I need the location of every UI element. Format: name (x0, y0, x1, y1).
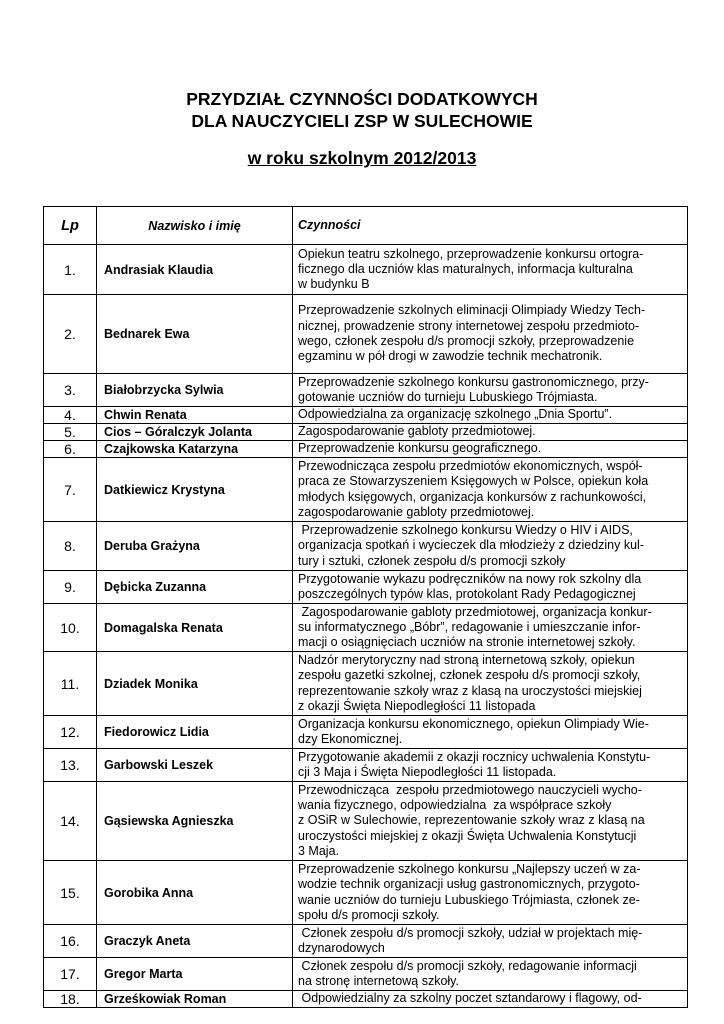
duty-line: Członek zespołu d/s promocji szkoły, redagowanie informacji (298, 958, 637, 973)
table-row (44, 782, 688, 861)
table-row (44, 245, 688, 295)
duty-line: nicznej, prowadzenie strony internetowej zespołu przedmioto- (298, 318, 640, 333)
table-row (44, 958, 688, 991)
row-duties (293, 749, 688, 782)
row-teacher-name: Gorobika Anna (97, 861, 293, 925)
table-row (44, 861, 688, 925)
duty-line: Przeprowadzenie szkolnego konkursu „Najlepszy uczeń w za- (298, 861, 641, 876)
document-subtitle-school-year: w roku szkolnym 2012/2013 (247, 148, 477, 168)
row-duties (293, 861, 688, 925)
row-duties (293, 441, 688, 458)
duty-line: poszczególnych typów klas, protokolant Rady Pedagogicznej (298, 587, 636, 601)
table-row (44, 991, 688, 1008)
table-row (44, 295, 688, 374)
duty-line: organizacja spotkań i wycieczek dla młodzieży z dziedziny kul- (298, 538, 644, 553)
row-teacher-name: Datkiewicz Krystyna (97, 458, 293, 522)
duty-line: 3 Maja. (298, 843, 339, 858)
row-teacher-name: Fiedorowicz Lidia (97, 716, 293, 749)
header-duties: Czynności (293, 207, 688, 245)
duty-line: dzynarodowych (298, 941, 385, 955)
row-lp: 5. (44, 424, 97, 441)
row-duties (293, 652, 688, 716)
duty-line: młodych księgowych, organizacja konkursów z rachunkowości, (298, 489, 647, 504)
duty-line: Członek zespołu d/s promocji szkoły, udział w projektach mię- (298, 925, 643, 940)
row-teacher-name: Gąsiewska Agnieszka (97, 782, 293, 861)
row-teacher-name: Deruba Grażyna (97, 522, 293, 571)
duty-line: egzaminu w pół drogi w zawodzie technik mechatronik. (298, 349, 603, 364)
duty-line: wego, członek zespołu d/s promocji szkoły, przeprowadzenie (298, 334, 635, 348)
row-teacher-name: Czajkowska Katarzyna (97, 441, 293, 458)
row-teacher-name: Białobrzycka Sylwia (97, 374, 293, 407)
duty-line: macji o osiągnięciach uczniów na stronie internetowej szkoły. (298, 635, 636, 650)
row-lp: 4. (44, 407, 97, 424)
header-lp: Lp (44, 207, 97, 245)
duty-line: wanie uczniów do turnieju Lubuskiego Trójmiasta, członek ze- (298, 892, 640, 907)
row-duties (293, 925, 688, 958)
duty-line: tury i sztuki, członek zespołu d/s promocji szkoły (298, 553, 566, 568)
duty-line: Przygotowanie akademii z okazji rocznicy uchwalenia Konstytu- (298, 749, 651, 764)
document-title-line-2: DLA NAUCZYCIELI ZSP W SULECHOWIE (191, 111, 533, 131)
row-lp: 2. (44, 295, 97, 374)
row-lp: 13. (44, 749, 97, 782)
row-duties (293, 604, 688, 652)
duty-line: w budynku B (298, 277, 370, 292)
table-row (44, 424, 688, 441)
row-lp: 18. (44, 991, 97, 1008)
duty-line: wodzie technik organizacji usług gastronomicznych, przygoto- (298, 877, 640, 892)
table-row (44, 407, 688, 424)
table-row (44, 522, 688, 571)
row-duties (293, 782, 688, 861)
table-row (44, 604, 688, 652)
duty-line: Przewodnicząca zespołu przedmiotów ekonomicznych, współ- (298, 458, 643, 473)
row-duties (293, 991, 688, 1008)
row-teacher-name: Dębicka Zuzanna (97, 571, 293, 604)
row-lp: 10. (44, 604, 97, 652)
duty-line: Zagospodarowanie gabloty przedmiotowej, organizacja konkur- (298, 604, 652, 619)
row-duties (293, 716, 688, 749)
duty-line: zagospodarowanie gabloty przedmiotowej. (298, 504, 535, 519)
duty-line: Opiekun teatru szkolnego, przeprowadzenie konkursu ortogra- (298, 246, 644, 261)
row-lp: 14. (44, 782, 97, 861)
duty-line: Przeprowadzenie szkolnego konkursu gastronomicznego, przy- (298, 374, 649, 389)
duty-line: z OSiR w Sulechowie, reprezentowanie szkoły wraz z klasą na (298, 813, 645, 828)
duty-line: uroczystości miejskiej z okazji Święta Uchwalenia Konstytucji (298, 828, 637, 843)
table-row (44, 749, 688, 782)
duty-line: Nadzór merytoryczny nad stroną internetową szkoły, opiekun (298, 652, 635, 667)
duty-line: praca ze Stowarzyszeniem Księgowych w Polsce, opiekun koła (298, 474, 649, 489)
table-row (44, 458, 688, 522)
row-duties (293, 295, 688, 374)
row-lp: 1. (44, 245, 97, 295)
row-lp: 6. (44, 441, 97, 458)
row-teacher-name: Graczyk Aneta (97, 925, 293, 958)
row-teacher-name: Dziadek Monika (97, 652, 293, 716)
duty-line: Organizacja konkursu ekonomicznego, opiekun Olimpiady Wie- (298, 716, 649, 731)
table-row (44, 652, 688, 716)
table-header-row (44, 207, 688, 245)
row-lp: 7. (44, 458, 97, 522)
row-teacher-name: Cios – Góralczyk Jolanta (97, 424, 293, 441)
row-duties (293, 374, 688, 407)
row-teacher-name: Garbowski Leszek (97, 749, 293, 782)
row-lp: 16. (44, 925, 97, 958)
duty-line: wania fizycznego, odpowiedzialna za współprace szkoły (298, 798, 612, 813)
table-row (44, 441, 688, 458)
row-duties (293, 407, 688, 424)
duty-line: Przeprowadzenie szkolnego konkursu Wiedzy o HIV i AIDS, (298, 523, 633, 538)
duty-line: gotowanie uczniów do turnieju Lubuskiego Trójmiasta. (298, 390, 598, 404)
row-lp: 8. (44, 522, 97, 571)
row-lp: 17. (44, 958, 97, 991)
row-duties (293, 245, 688, 295)
duty-line: Przygotowanie wykazu podręczników na nowy rok szkolny dla (298, 571, 642, 586)
duty-line: dzy Ekonomicznej. (298, 732, 403, 746)
table-row (44, 925, 688, 958)
duty-line: Odpowiedzialny za szkolny poczet sztandarowy i flagowy, od- (298, 991, 642, 1006)
table-row (44, 716, 688, 749)
row-duties (293, 424, 688, 441)
duty-line: na stronę internetową szkoły. (298, 974, 459, 988)
row-teacher-name: Andrasiak Klaudia (97, 245, 293, 295)
duty-line: su informatycznego „Bóbr”, redagowanie i umieszczanie infor- (298, 619, 641, 634)
row-teacher-name: Chwin Renata (97, 407, 293, 424)
duty-line: zespołu gazetki szkolnej, członek zespołu d/s promocji szkoły, (298, 668, 641, 683)
row-duties (293, 522, 688, 571)
table-row (44, 374, 688, 407)
duties-table (43, 206, 688, 1008)
table-row (44, 571, 688, 604)
row-teacher-name: Grześkowiak Roman (97, 991, 293, 1008)
header-name: Nazwisko i imię (97, 207, 293, 245)
row-duties (293, 571, 688, 604)
row-teacher-name: Bednarek Ewa (97, 295, 293, 374)
duty-line: reprezentowanie szkoły wraz z klasą na uroczystości miejskiej (298, 683, 642, 698)
duty-line: cji 3 Maja i Święta Niepodległości 11 listopada. (298, 765, 557, 779)
duty-line: społu d/s promocji szkoły. (298, 907, 440, 922)
row-lp: 15. (44, 861, 97, 925)
row-teacher-name: Gregor Marta (97, 958, 293, 991)
duty-line: Odpowiedzialna za organizację szkolnego „Dnia Sportu”. (298, 407, 613, 422)
duty-line: Przeprowadzenie szkolnych eliminacji Olimpiady Wiedzy Tech- (298, 303, 646, 318)
duty-line: Zagospodarowanie gabloty przedmiotowej. (298, 424, 536, 439)
row-duties (293, 958, 688, 991)
duty-line: Przewodnicząca zespołu przedmiotowego nauczycieli wycho- (298, 782, 642, 797)
document-title-line-1: PRZYDZIAŁ CZYNNOŚCI DODATKOWYCH (186, 89, 538, 109)
duty-line: z okazji Święta Niepodległości 11 listopada (298, 698, 536, 713)
row-teacher-name: Domagalska Renata (97, 604, 293, 652)
row-lp: 12. (44, 716, 97, 749)
duty-line: ficznego dla uczniów klas maturalnych, informacja kulturalna (298, 261, 633, 276)
duty-line: Przeprowadzenie konkursu geograficznego. (298, 441, 542, 456)
row-lp: 3. (44, 374, 97, 407)
row-duties (293, 458, 688, 522)
row-lp: 11. (44, 652, 97, 716)
row-lp: 9. (44, 571, 97, 604)
